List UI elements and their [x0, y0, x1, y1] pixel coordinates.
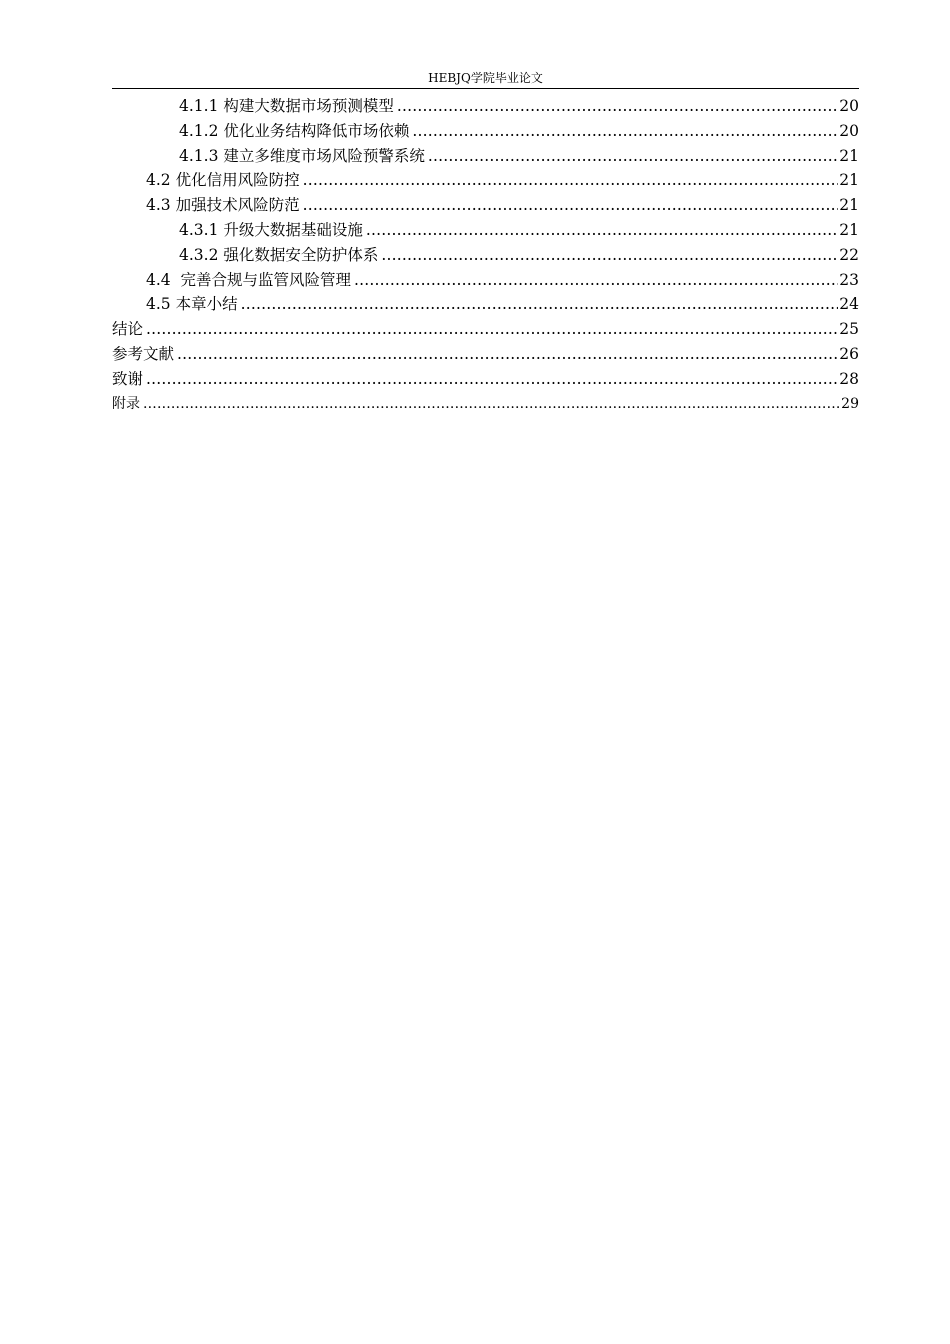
- toc-dot-leader: [146, 317, 838, 342]
- toc-entry-title: 4.2 优化信用风险防控: [146, 171, 300, 190]
- toc-page-number: 28: [839, 369, 859, 388]
- toc-entry-4-5[interactable]: [112, 292, 859, 317]
- toc-entry-4-3-1[interactable]: [112, 218, 859, 243]
- toc-dot-leader: [381, 243, 838, 268]
- toc-page-number: 21: [839, 171, 859, 190]
- toc-entry-4-1-1[interactable]: [112, 94, 859, 119]
- toc-entry-4-3-2[interactable]: [112, 243, 859, 268]
- toc-page-number: 25: [839, 320, 859, 339]
- toc-dot-leader: [143, 392, 840, 417]
- toc-entry-conclusion[interactable]: [112, 317, 859, 342]
- toc-entry-title: 结论: [112, 320, 144, 339]
- toc-page-number: 26: [839, 344, 859, 363]
- toc-entry-4-4[interactable]: [112, 268, 859, 293]
- toc-dot-leader: [241, 292, 839, 317]
- toc-dot-leader: [177, 342, 838, 367]
- toc-dot-leader: [428, 144, 838, 169]
- toc-page-number: 21: [839, 196, 859, 215]
- toc-dot-leader: [303, 193, 839, 218]
- toc-entry-references[interactable]: [112, 342, 859, 367]
- toc-entry-title: 4.1.2 优化业务结构降低市场依赖: [179, 121, 410, 140]
- toc-entry-4-1-3[interactable]: [112, 144, 859, 169]
- toc-page-number: 23: [839, 270, 859, 289]
- toc-entry-title: 4.4 完善合规与监管风险管理: [146, 270, 352, 289]
- table-of-contents: [112, 94, 859, 416]
- toc-entry-title: 参考文献: [112, 344, 175, 363]
- toc-entry-4-2[interactable]: [112, 168, 859, 193]
- toc-entry-4-1-2[interactable]: [112, 119, 859, 144]
- toc-entry-title: 4.1.3 建立多维度市场风险预警系统: [179, 146, 425, 165]
- toc-entry-title: 致谢: [112, 369, 144, 388]
- header-divider: [112, 88, 859, 89]
- toc-page-number: 20: [839, 97, 859, 115]
- toc-entry-title: 4.3.1 升级大数据基础设施: [179, 220, 363, 239]
- toc-entry-title: 附录: [112, 395, 140, 412]
- toc-entry-4-3[interactable]: [112, 193, 859, 218]
- toc-dot-leader: [397, 94, 838, 119]
- toc-page-number: 21: [839, 146, 859, 165]
- toc-page-number: 24: [839, 295, 859, 314]
- toc-dot-leader: [354, 268, 838, 293]
- toc-entry-acknowledgements[interactable]: [112, 367, 859, 392]
- toc-dot-leader: [412, 119, 838, 144]
- toc-entry-appendix[interactable]: [112, 392, 859, 417]
- toc-page-number: 22: [839, 245, 859, 264]
- toc-dot-leader: [366, 218, 838, 243]
- toc-page-number: 21: [839, 220, 859, 239]
- toc-dot-leader: [303, 168, 839, 193]
- toc-page-number: 29: [841, 395, 859, 412]
- toc-entry-title: 4.5 本章小结: [146, 295, 238, 314]
- toc-page-number: 20: [839, 121, 859, 140]
- page-header-title: HEBJQ学院毕业论文: [428, 71, 543, 85]
- toc-dot-leader: [146, 367, 838, 392]
- toc-entry-title: 4.3 加强技术风险防范: [146, 196, 300, 215]
- toc-entry-title: 4.1.1 构建大数据市场预测模型: [179, 97, 394, 115]
- toc-entry-title: 4.3.2 强化数据安全防护体系: [179, 245, 379, 264]
